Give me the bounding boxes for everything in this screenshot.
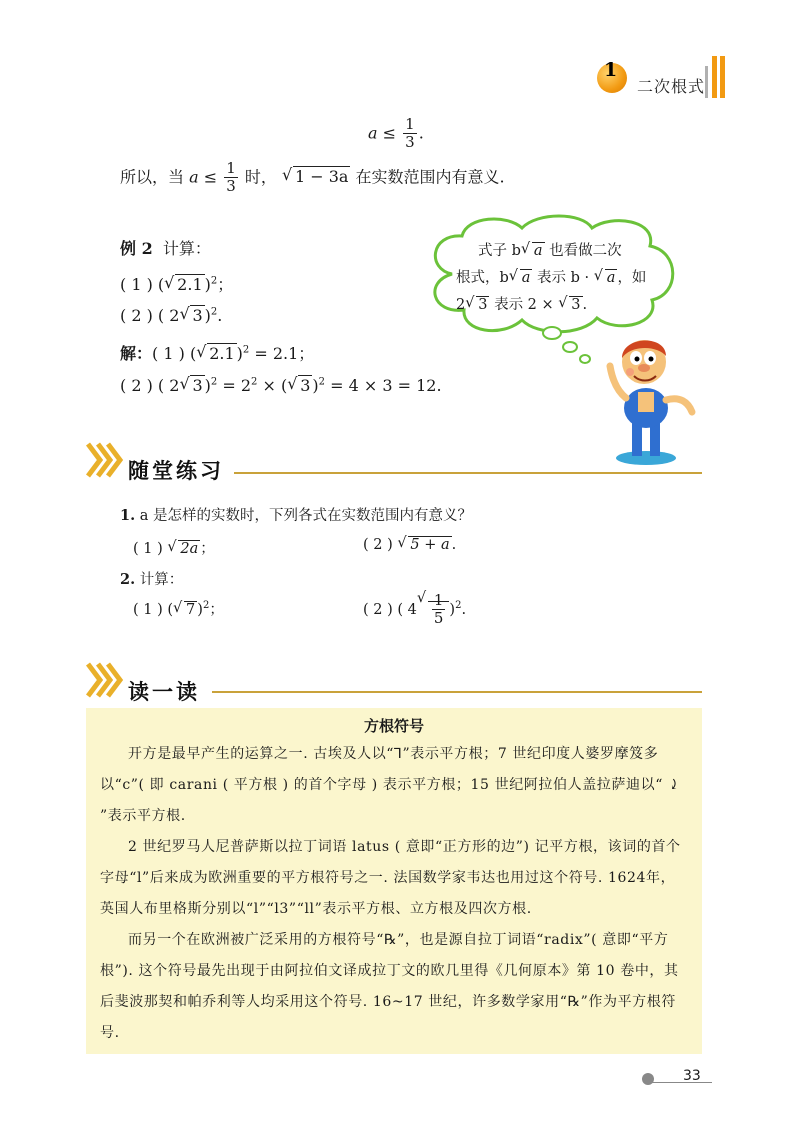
header-decor-bar bbox=[705, 66, 708, 98]
section-divider bbox=[212, 691, 702, 693]
bubble-note: 式子 b√ a 也看做二次 根式，b√ a 表示 b · √ a ，如 2√ 3 表示 2 × √ 3 . bbox=[456, 238, 666, 319]
chapter-number: 1 bbox=[604, 59, 618, 81]
section-chevron-icon bbox=[86, 440, 126, 480]
example-solution-1: 解：( 1 ) (√ 2.1 )$^2$ = 2.1； bbox=[120, 341, 314, 364]
example-solution-2: ( 2 ) ( 2√ 3 )$^2 = 2^2$ × (√ 3 )$^2$ = 4 × 3 = 12. bbox=[120, 376, 442, 395]
practice-q2-part-1: ( 1 ) (√ 7 )$^2$； bbox=[133, 598, 224, 619]
reading-section-title: 读一读 bbox=[128, 680, 200, 704]
reading-paragraph-3: 而另一个在欧洲被广泛采用的方根符号“℞”，也是源自拉丁词语“radix”( 意即“平方根”). 这个符号最先出现于由阿拉伯文译成拉丁文的欧几里得《几何原本》第 10 卷中，其后斐波那契和帕乔利等人均采用这个符号. 16~17 世纪，许多数学家用“℞”作为平方根符号. bbox=[100, 932, 679, 1041]
inequality-result: a ≤ $\frac{1}{3}$ . bbox=[368, 115, 424, 152]
header-decor-bar bbox=[720, 56, 725, 98]
example-item-2: ( 2 ) ( 2√ 3 )$^2$. bbox=[120, 306, 222, 325]
page-marker-dot bbox=[642, 1073, 654, 1085]
reading-paragraph-1: 开方是最早产生的运算之一. 古埃及人以“⅂”表示平方根；7 世纪印度人婆罗摩笈多以“c”( 即 carani ( 平方根 ) 的首个字母 ) 表示平方根；15 世纪阿拉伯人盖拉萨迪以“ ⤸ ”表示平方根. bbox=[100, 746, 681, 824]
practice-section-title: 随堂练习 bbox=[128, 459, 224, 483]
practice-q2-part-2: ( 2 ) ( 4 √ $\frac{1}{5}$ )$^2$. bbox=[363, 592, 466, 628]
practice-question-1: 1. a 是怎样的实数时，下列各式在实数范围内有意义？ bbox=[120, 507, 473, 524]
practice-q1-part-1: ( 1 ) √ 2a ； bbox=[133, 537, 215, 558]
practice-question-2: 2. 计算： bbox=[120, 571, 184, 588]
section-divider bbox=[234, 472, 702, 474]
reading-box-title: 方根符号 bbox=[363, 717, 424, 735]
page-marker-rule bbox=[652, 1082, 712, 1083]
section-chevron-icon bbox=[86, 660, 126, 700]
cartoon-character-illustration bbox=[600, 330, 700, 470]
reading-paragraph-2: 2 世纪罗马人尼普萨斯以拉丁词语 latus ( 意即“正方形的边”) 记平方根，该词的首个字母“l”后来成为欧洲重要的平方根符号之一. 法国数学家韦达也用过这个符号. 1624年，英国人布里格斯分别以“l”“l3”“ll”表示平方根、立方根及四次方根. bbox=[100, 839, 681, 917]
example-title: 例 2 计算： bbox=[120, 239, 211, 258]
page-number: 33 bbox=[683, 1068, 701, 1084]
header-decor-bar bbox=[712, 56, 717, 98]
practice-q1-part-2: ( 2 ) √ 5 + a . bbox=[363, 537, 456, 553]
conclusion-line: 所以，当 a ≤ $\frac{1}{3}$ 时， √ 1 − 3a 在实数范围内有意义. bbox=[120, 160, 505, 196]
chapter-title: 二次根式 bbox=[637, 77, 706, 96]
example-item-1: ( 1 ) (√ 2.1 )$^2$； bbox=[120, 272, 233, 295]
